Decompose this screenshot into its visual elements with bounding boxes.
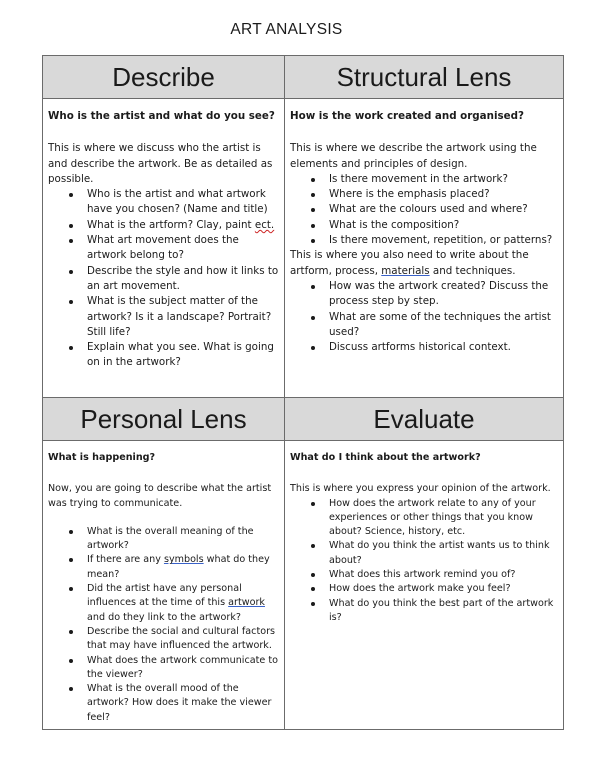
personal-question: What is happening?	[48, 452, 156, 463]
list-item: What is the overall meaning of the artwork?	[87, 525, 279, 554]
list-item: Is there movement, repetition, or patterns?	[329, 233, 558, 248]
list-item: Explain what you see. What is going on in the artwork?	[87, 340, 279, 371]
list-item: How does the artwork relate to any of your experiences or other things that you know about? Science, history, etc.	[329, 497, 558, 540]
describe-body	[43, 99, 284, 371]
list-item: What is the subject matter of the artwork? Is it a landscape? Portrait? Still life?	[87, 294, 279, 340]
analysis-table	[42, 55, 564, 730]
list-item: What do you think the best part of the artwork is?	[329, 597, 558, 626]
structural-list-2	[290, 279, 558, 355]
evaluate-list	[290, 497, 558, 626]
list-item	[87, 582, 279, 625]
list-item-text: Did the artist have any personal influences at the time of this	[87, 583, 242, 609]
list-item: Where is the emphasis placed?	[329, 187, 558, 202]
structural-intro: This is where we describe the artwork using the elements and principles of design.	[290, 142, 537, 170]
list-item	[87, 553, 279, 582]
list-item: Who is the artist and what artwork have you chosen? (Name and title)	[87, 187, 279, 218]
list-item-text: What is the artform? Clay, paint	[87, 218, 252, 231]
list-item: What is the overall mood of the artwork? How does it make the viewer feel?	[87, 682, 279, 725]
list-item: What art movement does the artwork belong to?	[87, 233, 279, 264]
list-item-text: and do they link to the artwork?	[87, 611, 241, 623]
personal-list	[48, 525, 279, 725]
evaluate-body	[285, 441, 563, 625]
describe-heading: Describe	[43, 56, 284, 99]
describe-cell	[43, 56, 285, 398]
mid-text-a: This is where you also need to write about the artform, process,	[290, 249, 529, 277]
list-item: What does this artwork remind you of?	[329, 568, 558, 582]
list-item: How was the artwork created? Discuss the process step by step.	[329, 279, 558, 310]
list-item: What do you think the artist wants us to think about?	[329, 539, 558, 568]
list-item: Describe the style and how it links to an art movement.	[87, 264, 279, 295]
list-item: What is the composition?	[329, 218, 558, 233]
structural-question: How is the work created and organised?	[290, 110, 524, 122]
list-item: How does the artwork make you feel?	[329, 582, 558, 596]
underlined-word: materials	[381, 264, 430, 277]
personal-heading: Personal Lens	[43, 398, 284, 441]
list-item: What does the artwork communicate to the viewer?	[87, 654, 279, 683]
evaluate-cell	[285, 398, 563, 729]
evaluate-question: What do I think about the artwork?	[290, 452, 481, 463]
list-item: Discuss artforms historical context.	[329, 340, 558, 355]
structural-body	[285, 99, 563, 355]
structural-list	[290, 172, 558, 248]
structural-heading: Structural Lens	[285, 56, 563, 99]
list-item-text: what do they mean?	[87, 554, 270, 580]
list-item	[87, 218, 279, 233]
structural-mid-text	[290, 248, 558, 279]
underlined-word: artwork	[228, 597, 265, 609]
list-item: Is there movement in the artwork?	[329, 172, 558, 187]
personal-body	[43, 441, 284, 725]
underlined-word: symbols	[163, 554, 204, 566]
list-item-text: If there are any	[87, 554, 161, 566]
list-item: What are the colours used and where?	[329, 202, 558, 217]
evaluate-intro: This is where you express your opinion of the artwork.	[290, 483, 551, 495]
describe-question: Who is the artist and what do you see?	[48, 110, 275, 122]
list-item: Describe the social and cultural factors that may have influenced the artwork.	[87, 625, 279, 654]
evaluate-heading: Evaluate	[285, 398, 563, 441]
personal-intro: Now, you are going to describe what the artist was trying to communicate.	[48, 483, 272, 509]
mid-text-b: and techniques.	[432, 264, 516, 277]
page-title: ART ANALYSIS	[230, 21, 343, 38]
structural-cell	[285, 56, 563, 398]
personal-cell	[43, 398, 285, 729]
misspelled-word: ect.	[254, 218, 275, 231]
describe-intro: This is where we discuss who the artist is and describe the artwork. Be as detailed as possible.	[48, 142, 273, 185]
list-item: What are some of the techniques the artist used?	[329, 310, 558, 341]
describe-list	[48, 187, 279, 371]
